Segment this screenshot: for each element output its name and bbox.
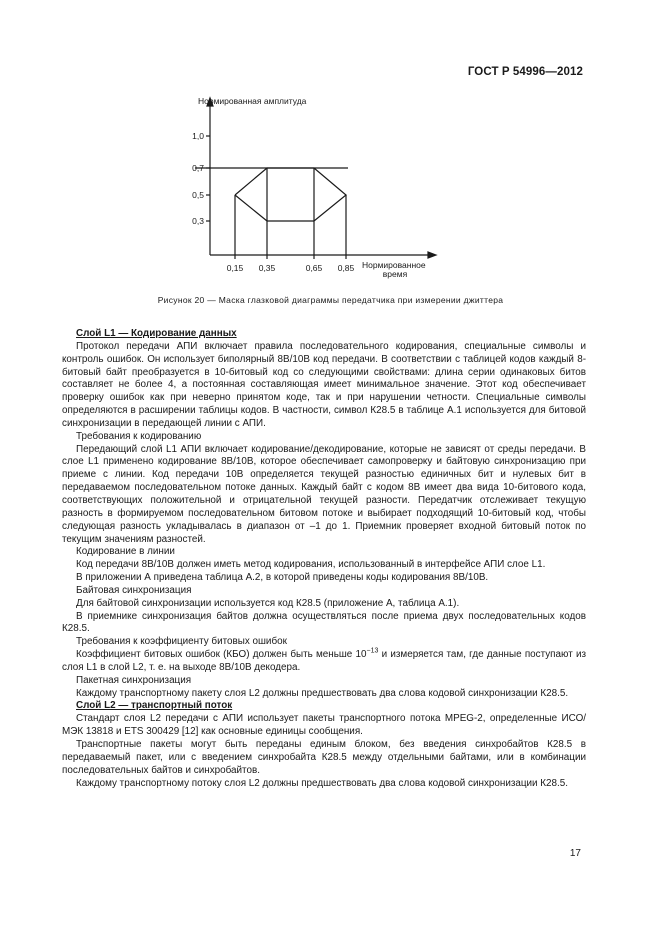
subheading: Байтовая синхронизация bbox=[76, 584, 192, 596]
subheading: Требования к кодированию bbox=[76, 430, 202, 442]
ber-text-a: Коэффициент битовых ошибок (КБО) должен быть меньше 10 bbox=[76, 649, 367, 661]
body-text bbox=[62, 328, 586, 790]
subheading: Кодирование в линии bbox=[76, 546, 175, 558]
y-tick-label: 0,3 bbox=[192, 216, 204, 226]
section-heading-l2: Слой L2 — транспортный поток bbox=[76, 700, 233, 712]
paragraph: Передающий слой L1 АПИ включает кодирование/декодирование, которые не зависят от среды передачи. В слое L1 применено кодирование 8В/10В, которое обеспечивает самопроверку и байтовую синхронизацию при приеме с линии. Код передачи 10В определяется текущей разностью единичных бит и нулевых бит в передаваемом последовательном потоке данных. Каждый байт с кодом 8В имеет два вида 10-битового кода, соответствующих положительной и отрицательной текущей разности. Передатчик отслеживает текущую разность в формируемом последовательном битовом потоке и выбирает подходящий 10-битовый код, чтобы следующая разность укладывалась в диапазон от –1 до 1. Приемник проверяет входной битовый поток по текущим значениям разностей. bbox=[62, 443, 586, 545]
section-heading-l1: Слой L1 — Кодирование данных bbox=[76, 328, 237, 339]
page-number: 17 bbox=[569, 848, 581, 859]
x-tick-label: 0,15 bbox=[226, 263, 244, 273]
y-tick-label: 1,0 bbox=[192, 131, 204, 141]
x-tick-label: 0,65 bbox=[305, 263, 323, 273]
paragraph: В приложении А приведена таблица А.2, в которой приведены коды кодирования 8В/10В. bbox=[76, 572, 489, 584]
paragraph: Транспортные пакеты могут быть переданы единым блоком, без введения синхробайтов К28.5 в передаваемый пакет, или с введением синхробайта К28.5 между отдельными байтами, или в комбинации последовательных байтов и синхробайтов. bbox=[62, 739, 586, 776]
paragraph-ber bbox=[62, 649, 586, 675]
figure-caption: Рисунок 20 — Маска глазковой диаграммы передатчика при измерении джиттера bbox=[157, 295, 504, 305]
paragraph: В приемнике синхронизация байтов должна осуществляться после приема двух последовательных кодов К28.5. bbox=[62, 610, 586, 635]
x-axis-arrow bbox=[428, 252, 436, 258]
x-axis-label-line1: Нормированное bbox=[362, 260, 426, 270]
document-header: ГОСТ Р 54996—2012 bbox=[467, 66, 583, 78]
x-tick-label: 0,85 bbox=[337, 263, 355, 273]
eye-mask-chart bbox=[0, 0, 661, 300]
paragraph: Для байтовой синхронизации используется код К28.5 (приложение А, таблица А.1). bbox=[76, 597, 460, 609]
paragraph: Каждому транспортному потоку слоя L2 должны предшествовать два слова кодовой синхронизации К28.5. bbox=[76, 777, 569, 789]
y-tick-label: 0,7 bbox=[192, 163, 204, 173]
eye-mask-polygon bbox=[235, 168, 346, 221]
subheading: Пакетная синхронизация bbox=[76, 674, 192, 686]
y-axis-label: Нормированная амплитуда bbox=[198, 96, 307, 106]
ber-text-b: и измеряется там, где данные поступают из слоя L1 в слой L2, т. е. на выходе 8В/10В декодера. bbox=[62, 649, 586, 673]
paragraph: Протокол передачи АПИ включает правила последовательного кодирования, специальные символы и контроль ошибок. Он использует биполярный 8B/10B код передачи. В соответствии с таблицей кодов каждый 8-битовый байт преобразуется в 10-битовый код со следующими свойствами: длина серии одинаковых битов составляет не более 4, а постоянная составляющая имеет минимальное значение. Этот код обеспечивает проверку ошибок как при неверно принятом коде, так и при нарушении четности. Специальные символы определяются в расширении таблицы кодов. В частности, символ К28.5 в таблице А.1 используется для битовой синхронизации в передающей линии с АПИ. bbox=[62, 340, 586, 429]
paragraph: Каждому транспортному пакету слоя L2 должны предшествовать два слова кодовой синхронизации К28.5. bbox=[76, 687, 569, 699]
paragraph: Код передачи 8В/10В должен иметь метод кодирования, использованный в интерфейсе АПИ слое L1. bbox=[76, 559, 546, 571]
eye-diagram-figure bbox=[0, 0, 661, 300]
paragraph: Стандарт слоя L2 передачи с АПИ использует пакеты транспортного потока MPEG-2, определенные ИСО/МЭК 13818 и ETS 300429 [12] как основные единицы сообщения. bbox=[62, 713, 586, 738]
subheading: Требования к коэффициенту битовых ошибок bbox=[76, 636, 287, 648]
ber-exponent: −13 bbox=[366, 647, 379, 655]
x-axis-label-line2: время bbox=[382, 269, 408, 279]
y-tick-label: 0,5 bbox=[192, 190, 204, 200]
x-tick-label: 0,35 bbox=[258, 263, 276, 273]
